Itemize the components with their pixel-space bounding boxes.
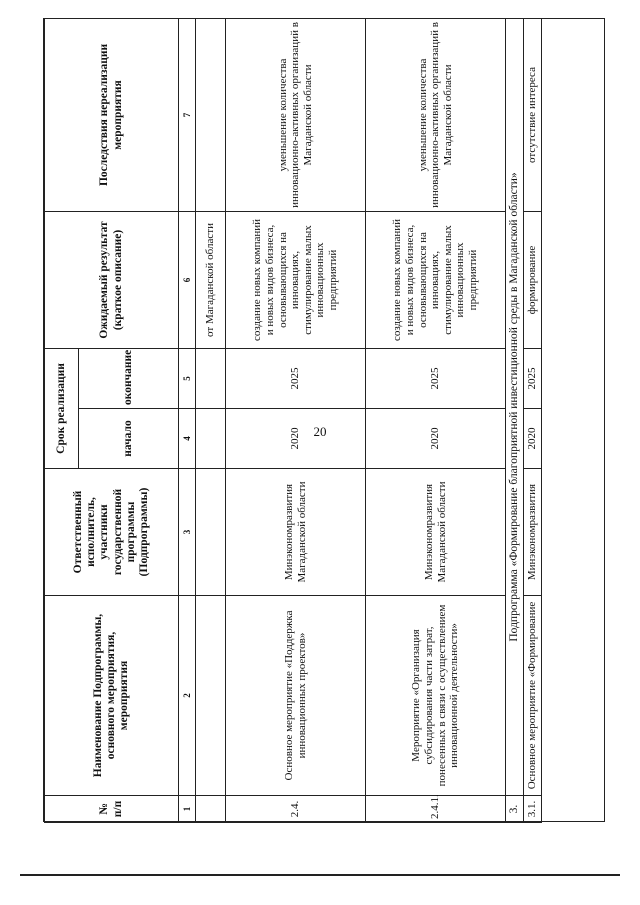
header-end: окончание <box>79 348 179 408</box>
page-number: 20 <box>313 424 327 439</box>
table-row <box>366 18 506 822</box>
cell-executor: Минэкономразвития <box>524 469 542 596</box>
col-index: 7 <box>179 18 196 211</box>
program-table <box>44 18 542 823</box>
column-index-row <box>179 18 196 822</box>
table-row <box>226 18 366 822</box>
cell-result: формирование <box>524 211 542 348</box>
cell-start: 2020 <box>366 409 506 469</box>
col-index: 3 <box>179 469 196 596</box>
table-rotated-container <box>44 19 606 823</box>
header-result: Ожидаемый результат (краткое описание) <box>45 211 179 348</box>
col-index: 1 <box>179 796 196 823</box>
cell-start: 2020 <box>524 409 542 469</box>
cell-num: 2.4. <box>226 796 366 823</box>
cell-name: Мероприятие «Организация субсидирования части затрат, понесенных в связи с осуществлением инновационной деятельности» <box>366 596 506 796</box>
header-executor: Ответственный исполнитель, участники государственной программы (Подпрограммы) <box>45 469 179 596</box>
table-row <box>524 18 542 822</box>
bottom-divider <box>20 874 620 876</box>
section-num: 3. <box>506 796 524 823</box>
cell-executor: Минэкономразвития Магаданской области <box>366 469 506 596</box>
cell-consequences <box>196 18 226 211</box>
cell-start <box>196 409 226 469</box>
rotated-table-sheet <box>43 18 605 822</box>
header-consequences: Последствия нереализации мероприятия <box>45 18 179 211</box>
cell-consequences: отсутствие интереса <box>524 18 542 211</box>
cell-num: 3.1. <box>524 796 542 823</box>
col-index: 4 <box>179 409 196 469</box>
cell-name: Основное мероприятие «Поддержка инновационных проектов» <box>226 596 366 796</box>
col-index: 5 <box>179 348 196 408</box>
cell-consequences: уменьшение количества инновационно-активных организаций в Магаданской области <box>366 18 506 211</box>
section-title: Подпрограмма «Формирование благоприятной инвестиционной среды в Магаданской области» <box>506 18 524 795</box>
cell-result: создание новых компаний и новых видов бизнеса, основывающихся на инновациях, стимулирование малых инновационных предприятий <box>226 211 366 348</box>
cell-consequences: уменьшение количества инновационно-активных организаций в Магаданской области <box>226 18 366 211</box>
cell-num: 2.4.1. <box>366 796 506 823</box>
cell-num <box>196 796 226 823</box>
header-num: № п/п <box>45 796 179 823</box>
cell-result: от Магаданской области <box>196 211 226 348</box>
cell-start: 2020 <box>226 409 366 469</box>
header-period: Срок реализации <box>45 348 79 468</box>
col-index: 6 <box>179 211 196 348</box>
cell-end: 2025 <box>226 348 366 408</box>
cell-executor <box>196 469 226 596</box>
cell-executor: Минэкономразвития Магаданской области <box>226 469 366 596</box>
cell-result: создание новых компаний и новых видов бизнеса, основывающихся на инновациях, стимулирование малых инновационных предприятий <box>366 211 506 348</box>
cell-end <box>196 348 226 408</box>
section-row <box>506 18 524 822</box>
cell-end: 2025 <box>366 348 506 408</box>
table-row <box>196 18 226 822</box>
header-name: Наименование Подпрограммы, основного мероприятия, мероприятия <box>45 596 179 796</box>
header-start: начало <box>79 409 179 469</box>
col-index: 2 <box>179 596 196 796</box>
cell-end: 2025 <box>524 348 542 408</box>
cell-name <box>196 596 226 796</box>
cell-name: Основное мероприятие «Формирование <box>524 596 542 796</box>
